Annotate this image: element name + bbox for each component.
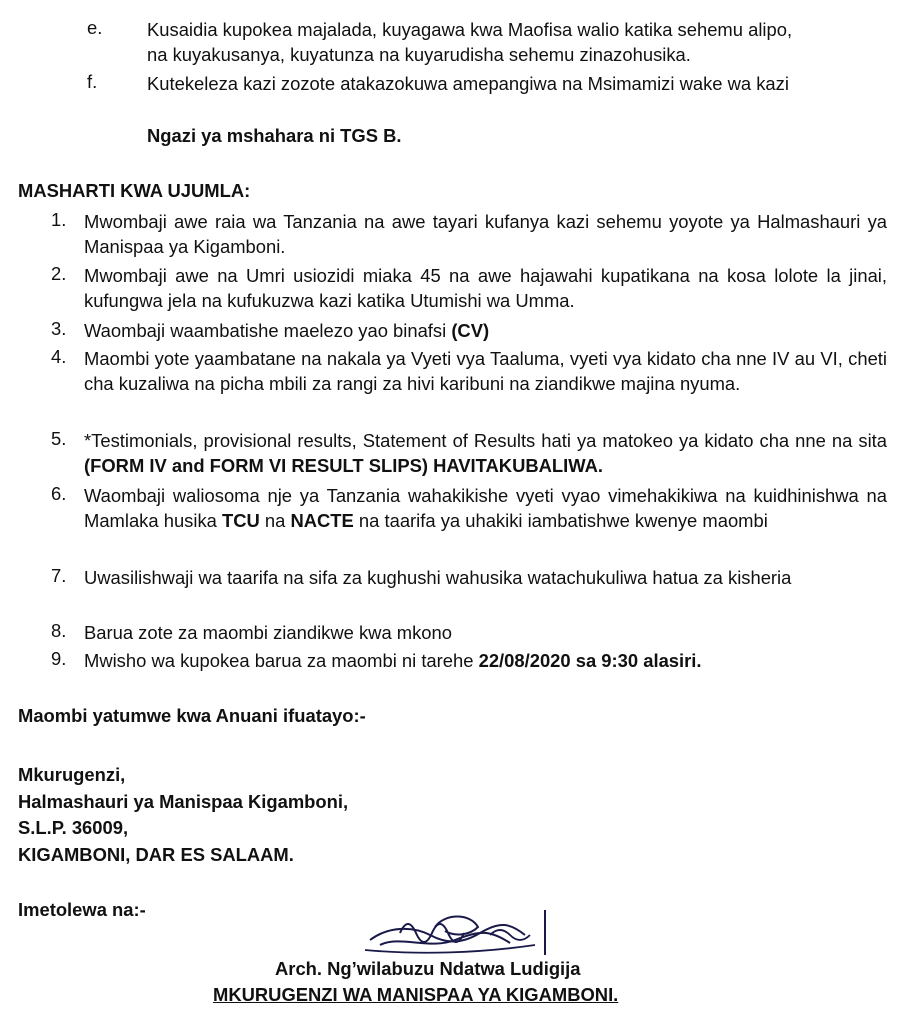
condition-emphasis: (CV): [451, 320, 490, 341]
condition-item: [84, 209, 887, 259]
condition-emphasis: TCU: [221, 510, 260, 531]
condition-item: [84, 483, 887, 533]
condition-item: [84, 346, 887, 396]
condition-item: [84, 565, 887, 590]
signatory-name: Arch. Ng’wilabuzu Ndatwa Ludigija: [275, 958, 581, 979]
condition-emphasis: NACTE: [290, 510, 354, 531]
condition-number: 1.: [51, 209, 67, 230]
address-intro: Maombi yatumwe kwa Anuani ifuatayo:-: [18, 705, 366, 726]
duty-line: Kutekeleza kazi zozote atakazokuwa amepangiwa na Msimamizi wake wa kazi: [147, 73, 789, 94]
signatory-title: MKURUGENZI WA MANISPAA YA KIGAMBONI.: [213, 984, 619, 1005]
condition-text: Mwombaji awe raia wa Tanzania na awe tayari kufanya kazi sehemu yoyote ya Halmashauri ya Manispaa ya Kigamboni.: [84, 211, 887, 257]
condition-emphasis: 22/08/2020 sa 9:30 alasiri.: [478, 650, 702, 671]
condition-text: Mwisho wa kupokea barua za maombi ni tarehe: [84, 650, 479, 671]
condition-item: [84, 263, 887, 313]
duty-item-e: [147, 17, 792, 67]
signature-image: [360, 905, 560, 965]
address-line: KIGAMBONI, DAR ES SALAAM.: [18, 843, 294, 865]
address-line: Mkurugenzi,: [18, 764, 126, 785]
condition-number: 8.: [51, 620, 67, 641]
condition-number: 9.: [51, 648, 67, 669]
duty-line: Kusaidia kupokea majalada, kuyagawa kwa Maofisa walio katika sehemu alipo,: [147, 19, 793, 40]
condition-emphasis: (FORM IV and FORM VI RESULT SLIPS) HAVITAKUBALIWA.: [84, 455, 604, 476]
condition-text: Maombi yote yaambatane na nakala ya Vyeti vya Taaluma, vyeti vya kidato cha nne IV au VI, cheti cha kuzaliwa na picha mbili za rangi za hivi karibuni na ziandikwe majina nyuma.: [84, 348, 887, 394]
duty-item-f: [147, 71, 789, 96]
issued-by-label: Imetolewa na:-: [18, 899, 146, 920]
duty-line: na kuyakusanya, kuyatunza na kuyarudisha sehemu zinazohusika.: [147, 44, 691, 65]
address-block: [18, 762, 348, 868]
condition-text: na: [259, 510, 291, 531]
condition-item: [84, 620, 887, 645]
condition-number: 5.: [51, 428, 67, 449]
condition-number: 4.: [51, 346, 67, 367]
condition-number: 2.: [51, 263, 67, 284]
duty-marker-f: f.: [87, 71, 98, 92]
condition-item: [84, 428, 887, 478]
condition-text: Uwasilishwaji wa taarifa na sifa za kughushi wahusika watachukuliwa hatua za kisheria: [84, 567, 792, 588]
condition-number: 3.: [51, 318, 67, 339]
condition-text: Mwombaji awe na Umri usiozidi miaka 45 na awe hajawahi kupatikana na kosa lolote la jinai, kufungwa jela na kufukuzwa kazi katika Utumishi wa Umma.: [84, 265, 887, 311]
condition-item: [84, 648, 887, 673]
condition-text: *Testimonials, provisional results, Statement of Results hati ya matokeo ya kidato cha nne na sita: [84, 430, 887, 451]
condition-item: [84, 318, 887, 343]
condition-number: 7.: [51, 565, 67, 586]
condition-text: Barua zote za maombi ziandikwe kwa mkono: [84, 622, 452, 643]
conditions-heading: MASHARTI KWA UJUMLA:: [18, 180, 251, 201]
condition-text: na taarifa ya uhakiki iambatishwe kwenye maombi: [353, 510, 768, 531]
address-line: S.L.P. 36009,: [18, 817, 129, 838]
address-line: Halmashauri ya Manispaa Kigamboni,: [18, 790, 349, 812]
condition-text: Waombaji waambatishe maelezo yao binafsi: [84, 320, 452, 341]
condition-text: Waombaji waliosoma nje ya Tanzania wahakikishe vyeti vyao vimehakikiwa na kuidhinishwa na Mamlaka husika: [84, 485, 887, 531]
salary-scale: Ngazi ya mshahara ni TGS B.: [147, 125, 402, 146]
condition-number: 6.: [51, 483, 67, 504]
duty-marker-e: e.: [87, 17, 103, 38]
